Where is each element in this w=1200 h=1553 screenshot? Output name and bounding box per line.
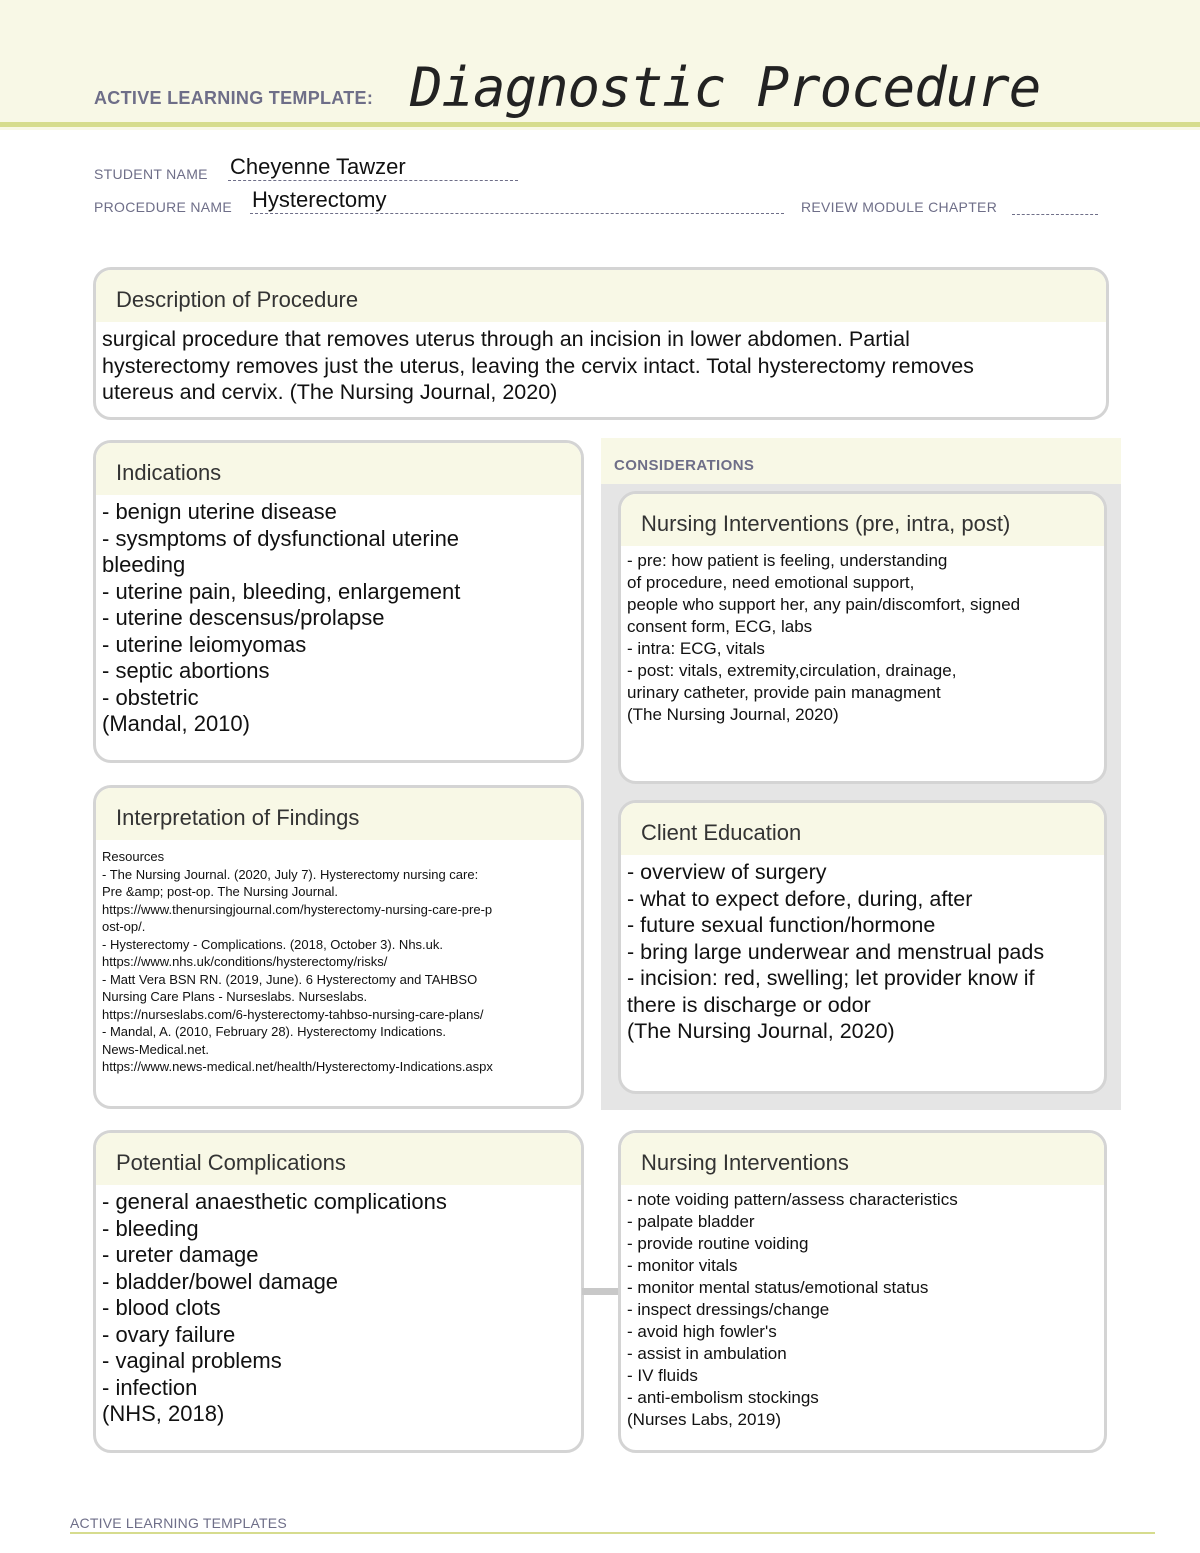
header-divider <box>0 122 1200 127</box>
client-education-text: - overview of surgery - what to expect defore, during, after - future sexual function/hormone - bring large underwear and menstrual pads - incision: red, swelling; let provider know if there is discharge or odor (The Nursing Journal, 2020) <box>627 860 1045 1043</box>
indications-box <box>93 440 584 763</box>
nursing-interventions-box <box>618 1130 1107 1453</box>
nursing-interventions-text: - note voiding pattern/assess characteristics - palpate bladder - provide routine voiding - monitor vitals - monitor mental status/emotional status - inspect dressings/change - avoid high fowler's - assist in ambulation - IV fluids - anti-embolism stockings (Nurses Labs, 2019) <box>627 1190 958 1429</box>
nursing-interventions-phases-text: - pre: how patient is feeling, understanding of procedure, need emotional support, people who support her, any pain/discomfort, signed consent form, ECG, labs - intra: ECG, vitals - post: vitals, extremity,circulation, drainage, urinary catheter, provide pain managment (The Nursing Journal, 2020) <box>627 551 1021 724</box>
box-connector <box>582 1288 620 1295</box>
interpretation-box <box>93 785 584 1109</box>
nursing-interventions-phases-heading: Nursing Interventions (pre, intra, post) <box>621 494 1104 546</box>
template-prefix: ACTIVE LEARNING TEMPLATE: <box>94 88 374 108</box>
footer-divider <box>70 1532 1155 1534</box>
interpretation-text: Resources - The Nursing Journal. (2020, July 7). Hysterectomy nursing care: Pre &amp; post-op. The Nursing Journal. https://www.thenursingjournal.com/hysterectomy-nursing-care-pre-p ost-op/. - Hysterectomy - Complications. (2018, October 3). Nhs.uk. https://www.nhs.uk/conditions/hysterectomy/risks/ - Matt Vera BSN RN. (2019, June). 6 Hysterectomy and TAHBSO Nursing Care Plans - Nurseslabs. Nurseslabs. https://nurseslabs.com/6-hysterectomy-tahbso-nursing-care-plans/ - Mandal, A. (2010, February 28). Hysterectomy Indications. News-Medical.net. https://www.news-medical.net/health/Hysterectomy-Indications.aspx <box>102 849 493 1074</box>
student-name-value: Cheyenne Tawzer <box>230 154 406 179</box>
complications-box <box>93 1130 584 1453</box>
student-name-label: STUDENT NAME <box>94 166 208 182</box>
procedure-name-field[interactable] <box>250 187 784 214</box>
review-module-label: REVIEW MODULE CHAPTER <box>801 199 998 215</box>
description-text: surgical procedure that removes uterus through an incision in lower abdomen. Partial hysterectomy removes just the uterus, leaving the cervix intact. Total hysterectomy removes utereus and cervix. (The Nursing Journal, 2020) <box>102 327 974 404</box>
nursing-interventions-phases-box <box>618 491 1107 784</box>
procedure-name-label: PROCEDURE NAME <box>94 199 232 215</box>
client-education-heading: Client Education <box>621 803 1104 855</box>
footer-label: ACTIVE LEARNING TEMPLATES <box>70 1515 287 1531</box>
complications-heading: Potential Complications <box>96 1133 581 1185</box>
description-heading: Description of Procedure <box>96 270 1106 322</box>
client-education-box <box>618 800 1107 1094</box>
nursing-interventions-heading: Nursing Interventions <box>621 1133 1104 1185</box>
considerations-label: CONSIDERATIONS <box>614 457 755 474</box>
review-module-field[interactable] <box>1012 196 1098 215</box>
student-name-field[interactable] <box>228 154 518 181</box>
indications-heading: Indications <box>96 443 581 495</box>
interpretation-heading: Interpretation of Findings <box>96 788 581 840</box>
page-title: Diagnostic Procedure <box>410 56 1041 119</box>
complications-text: - general anaesthetic complications - bleeding - ureter damage - bladder/bowel damage - blood clots - ovary failure - vaginal problems - infection (NHS, 2018) <box>102 1189 447 1426</box>
procedure-name-value: Hysterectomy <box>252 187 387 212</box>
description-box <box>93 267 1109 420</box>
indications-text: - benign uterine disease - sysmptoms of dysfunctional uterine bleeding - uterine pain, bleeding, enlargement - uterine descensus/prolapse - uterine leiomyomas - septic abortions - obstetric (Mandal, 2010) <box>102 499 461 736</box>
